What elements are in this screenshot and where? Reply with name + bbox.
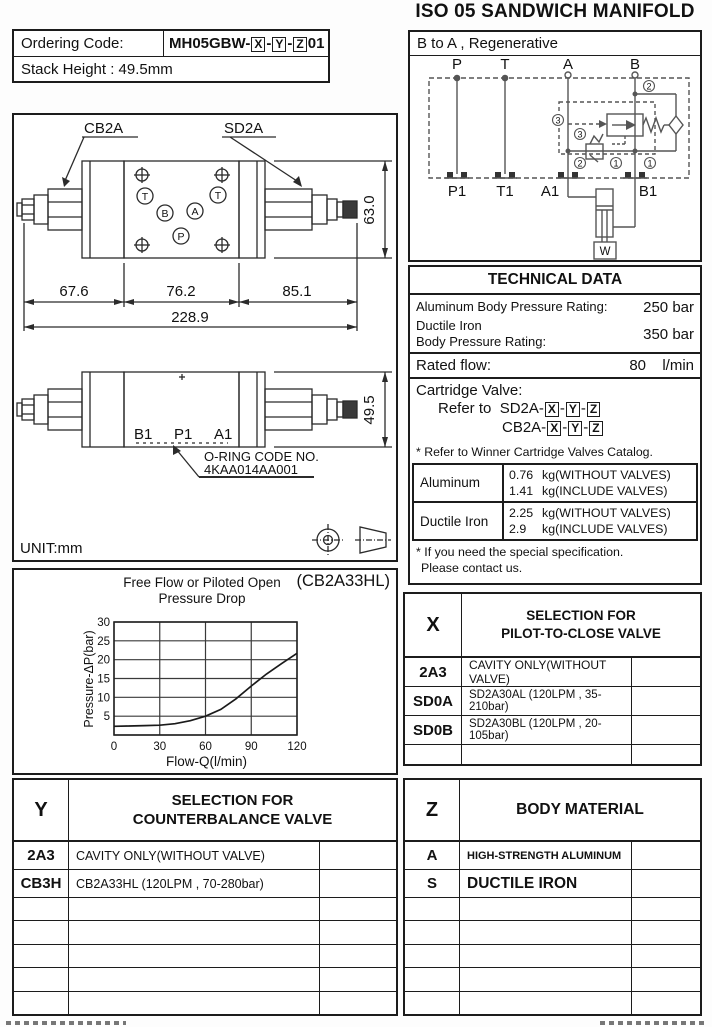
oring-code-label: O-RING CODE NO. (204, 449, 319, 464)
chart-title-line-1: Free Flow or Piloted Open (123, 575, 281, 590)
oring-code-number: 4KAA014AA001 (204, 462, 298, 477)
port-a1-label: A1 (214, 426, 233, 443)
port-p1-label: P1 (174, 426, 193, 443)
dim-76-2: 76.2 (166, 283, 196, 300)
code-cell: 2A3 (405, 658, 462, 686)
empty-cell (460, 898, 632, 920)
cartridge-valve-section (410, 379, 700, 440)
table-empty-row (405, 945, 700, 968)
callout-2: 2 (577, 158, 583, 169)
schem-port-t1: T1 (496, 183, 514, 200)
unit-label: UNIT:mm (20, 540, 83, 557)
empty-cell (460, 968, 632, 990)
table-empty-row (405, 745, 700, 764)
ductile-rating-value: 350 bar (643, 325, 694, 343)
weight-table (412, 463, 698, 542)
schematic-panel (408, 30, 702, 262)
stack-height: Stack Height : 49.5mm (21, 60, 173, 78)
aluminum-rating-label: Aluminum Body Pressure Rating: (416, 299, 608, 315)
empty-cell (14, 945, 69, 967)
code-z-box: Z (293, 37, 306, 52)
dim-85-1: 85.1 (282, 283, 312, 300)
code-cell: SD0A (405, 687, 462, 715)
code-cell: SD0B (405, 716, 462, 744)
weight-row-ductile (414, 501, 696, 539)
z-table-header (405, 780, 700, 842)
schem-weight-label: W (599, 246, 611, 258)
rated-flow-unit: l/min (662, 356, 694, 374)
chart-code-label: (CB2A33HL) (296, 572, 390, 590)
port-a: A (191, 206, 199, 218)
empty-cell (460, 945, 632, 967)
code-cell: S (405, 870, 460, 897)
dimension-drawing-panel (12, 113, 398, 562)
svg-text:5: 5 (103, 711, 110, 724)
weight-unit: kg(WITHOUT VALVES) (542, 467, 671, 482)
empty-cell (14, 921, 69, 943)
z-title-line1: BODY MATERIAL (516, 800, 644, 818)
sd-z-box: Z (587, 402, 600, 417)
cb-y-box: Y (568, 421, 582, 436)
port-symbols (137, 187, 226, 244)
dim-228-9: 228.9 (171, 309, 209, 326)
empty-cell (632, 921, 700, 943)
empty-cell (405, 921, 460, 943)
weight-material: Aluminum (414, 465, 504, 501)
table-row (405, 687, 700, 716)
empty-cell (69, 898, 320, 920)
schem-port-a: A (562, 56, 574, 73)
port-b: B (161, 208, 169, 220)
table-empty-row (405, 968, 700, 991)
svg-text:60: 60 (199, 741, 212, 753)
callout-1: 1 (647, 158, 653, 169)
chart-panel (12, 568, 398, 775)
empty-cell (632, 716, 700, 744)
code-y-box: Y (272, 37, 286, 52)
port-t-left: T (141, 191, 149, 203)
x-title-line1: SELECTION FOR (526, 608, 636, 624)
port-t-right: T (214, 190, 222, 202)
aluminum-rating-row (410, 295, 700, 317)
weight-material: Ductile Iron (414, 503, 504, 539)
dash: - (559, 400, 565, 418)
code-hyphen: - (266, 35, 272, 52)
cartridge-title: Cartridge Valve: (416, 381, 523, 399)
x-table-key: X (405, 594, 462, 656)
code-suffix: 01 (307, 35, 325, 52)
footnote-line-1: * If you need the special specification. (416, 545, 624, 560)
dash: - (580, 400, 586, 418)
desc-cell: CB2A33HL (120LPM , 70-280bar) (69, 870, 320, 897)
projection-symbol-icon (312, 524, 391, 556)
table-empty-row (14, 992, 396, 1014)
table-row (405, 658, 700, 687)
ordering-row (14, 31, 328, 57)
code-x-box: X (251, 37, 265, 52)
port-p: P (177, 231, 185, 243)
empty-cell (460, 992, 632, 1014)
dimension-drawing (14, 115, 396, 560)
weight-value: 1.41 (509, 483, 534, 498)
footer-left-fragment (6, 1021, 126, 1025)
dim-67-6: 67.6 (59, 283, 89, 300)
chart-y-axis-label: Pressure-ΔP(bar) (82, 630, 96, 728)
ductile-rating-label-2: Body Pressure Rating: (416, 334, 547, 350)
rated-flow-label: Rated flow: (416, 356, 492, 374)
cartridge-sd: SD2A- (499, 400, 544, 418)
svg-text:15: 15 (97, 673, 110, 686)
x-selection-table (403, 592, 702, 766)
empty-cell (69, 921, 320, 943)
empty-cell (405, 745, 462, 764)
z-table-key: Z (405, 780, 460, 840)
callout-3: 3 (555, 115, 561, 126)
x-title-line2: PILOT-TO-CLOSE VALVE (501, 626, 661, 641)
empty-cell (462, 745, 632, 764)
desc-cell: SD2A30BL (120LPM , 20-105bar) (462, 716, 632, 744)
chart-x-axis-label: Flow-Q(l/min) (166, 754, 247, 769)
empty-cell (632, 745, 700, 764)
table-empty-row (14, 968, 396, 991)
schematic-caption: B to A , Regenerative (410, 32, 700, 56)
interface-pads (447, 172, 645, 178)
footnote-line-2: Please contact us. (421, 560, 523, 575)
empty-cell (320, 898, 396, 920)
cb2a-label: CB2A (84, 120, 124, 137)
code-prefix: MH05GBW- (169, 35, 251, 52)
empty-cell (320, 870, 396, 897)
code-cell: CB3H (14, 870, 69, 897)
svg-text:120: 120 (287, 741, 307, 753)
port-b1-label: B1 (134, 426, 153, 443)
desc-cell: DUCTILE IRON (460, 870, 632, 897)
weight-value: 2.25 (509, 506, 534, 520)
rated-flow-row (410, 354, 700, 379)
empty-cell (69, 968, 320, 990)
table-row (405, 716, 700, 745)
dash: - (583, 419, 589, 436)
footer-right-fragment (600, 1021, 704, 1025)
cartridge-cb: CB2A- (502, 419, 547, 436)
table-empty-row (14, 945, 396, 968)
svg-text:0: 0 (110, 741, 118, 753)
chart-title-line-2: Pressure Drop (158, 591, 246, 607)
schem-port-b1: B1 (638, 183, 658, 200)
dash: - (562, 419, 568, 436)
hydraulic-schematic (410, 56, 700, 260)
cartridge-refer: Refer to (438, 400, 492, 418)
y-title-line1: SELECTION FOR (171, 791, 294, 809)
schem-port-b: B (629, 56, 641, 73)
empty-cell (320, 968, 396, 990)
empty-cell (632, 945, 700, 967)
table-empty-row (405, 898, 700, 921)
cartridge-note: * Refer to Winner Cartridge Valves Catalog. (416, 444, 653, 459)
svg-text:20: 20 (97, 654, 110, 667)
callout-1: 1 (613, 158, 619, 169)
table-row (14, 870, 396, 898)
desc-cell: CAVITY ONLY(WITHOUT VALVE) (462, 658, 632, 686)
code-cell: A (405, 842, 460, 869)
cb-x-box: X (547, 421, 561, 436)
empty-cell (632, 968, 700, 990)
empty-cell (460, 921, 632, 943)
ordering-label: Ordering Code: (14, 31, 164, 56)
empty-cell (320, 921, 396, 943)
svg-text:25: 25 (97, 635, 110, 648)
svg-text:30: 30 (97, 617, 110, 629)
empty-cell (14, 992, 69, 1014)
schem-port-t: T (500, 56, 510, 73)
cb-z-box: Z (589, 421, 602, 436)
y-table-header (14, 780, 396, 842)
table-row (405, 870, 700, 898)
table-empty-row (405, 921, 700, 944)
table-row (405, 842, 700, 870)
empty-cell (14, 898, 69, 920)
schem-port-p1: P1 (447, 183, 467, 200)
svg-text:90: 90 (244, 741, 258, 753)
page-title: ISO 05 SANDWICH MANIFOLD (415, 1, 695, 22)
empty-cell (632, 842, 700, 869)
dim-63: 63.0 (361, 195, 378, 225)
empty-cell (632, 687, 700, 715)
table-empty-row (405, 992, 700, 1014)
empty-cell (405, 945, 460, 967)
svg-text:30: 30 (153, 741, 167, 753)
empty-cell (405, 992, 460, 1014)
ductile-rating-label-1: Ductile Iron (416, 318, 482, 333)
empty-cell (320, 945, 396, 967)
y-selection-table (12, 778, 398, 1016)
empty-cell (632, 992, 700, 1014)
schem-port-a1: A1 (540, 183, 560, 200)
empty-cell (69, 945, 320, 967)
ordering-box (12, 29, 330, 83)
sd-x-box: X (545, 402, 559, 417)
code-hyphen: - (287, 35, 293, 52)
weight-unit: kg(INCLUDE VALVES) (542, 483, 668, 498)
weight-row-aluminum (414, 465, 696, 501)
y-table-key: Y (14, 780, 69, 840)
z-table-title (460, 780, 700, 840)
empty-cell (320, 842, 396, 869)
ordering-code (164, 35, 328, 52)
sd2a-label: SD2A (224, 120, 264, 137)
z-selection-table (403, 778, 702, 1016)
empty-cell (405, 898, 460, 920)
dim-49-5: 49.5 (361, 395, 378, 425)
empty-cell (14, 968, 69, 990)
x-table-title (462, 594, 700, 656)
weight-value: 2.9 (509, 522, 527, 537)
table-empty-row (14, 921, 396, 944)
sd-y-box: Y (566, 402, 580, 417)
schem-port-p: P (451, 56, 463, 73)
technical-data-panel (408, 265, 702, 585)
weight-unit: kg(INCLUDE VALVES) (542, 522, 668, 537)
weight-value: 0.76 (509, 467, 534, 482)
special-spec-footnote (410, 542, 700, 579)
empty-cell (69, 992, 320, 1014)
empty-cell (405, 968, 460, 990)
table-row (14, 842, 396, 870)
y-table-title (69, 780, 396, 840)
y-title-line2: COUNTERBALANCE VALVE (132, 811, 333, 828)
rated-flow-value: 80 (629, 356, 646, 374)
desc-cell: HIGH-STRENGTH ALUMINUM (460, 842, 632, 869)
callout-3: 3 (577, 129, 583, 140)
aluminum-rating-value: 250 bar (643, 299, 694, 316)
weight-unit: kg(WITHOUT VALVES) (542, 506, 671, 520)
empty-cell (632, 898, 700, 920)
svg-text:10: 10 (97, 692, 110, 705)
ductile-rating-row (410, 317, 700, 352)
code-cell: 2A3 (14, 842, 69, 869)
callout-2: 2 (646, 81, 652, 92)
empty-cell (320, 992, 396, 1014)
empty-cell (632, 658, 700, 686)
empty-cell (632, 870, 700, 897)
desc-cell: CAVITY ONLY(WITHOUT VALVE) (69, 842, 320, 869)
technical-data-title: TECHNICAL DATA (410, 267, 700, 295)
table-empty-row (14, 898, 396, 921)
pressure-drop-chart (14, 570, 396, 773)
desc-cell: SD2A30AL (120LPM , 35-210bar) (462, 687, 632, 715)
x-table-header (405, 594, 700, 658)
